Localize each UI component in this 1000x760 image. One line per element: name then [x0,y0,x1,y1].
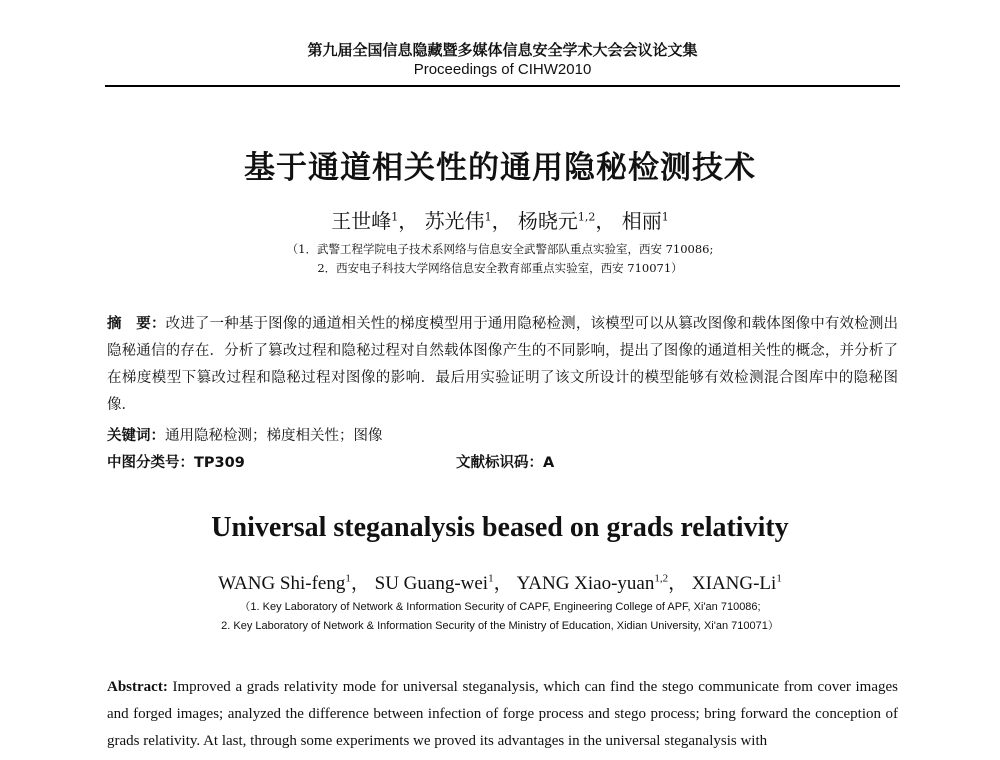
affiliations-cn [0,240,1000,278]
abstract-label-cn: 摘 要： [107,316,166,332]
author-affil-mark: 1 [661,210,669,224]
abstract-text-en: Improved a grads relativity mode for universal steganalysis, which can find the stego communicate from cover images and forged images; analyzed the difference between infection of forge process and stego process; bring forward the conception of grads relativity. At last, through some experiments we proved its advantages in the universal steganalysis with [107,679,898,749]
author-list-en [0,568,1000,595]
doc-value: A [543,455,555,471]
author-en: SU Guang-wei$^1$， [374,572,513,594]
abstract-cn [107,311,898,419]
author-affil-mark: 1 [488,572,494,585]
author-list-cn [0,205,1000,234]
abstract-text-cn: 改进了一种基于图像的通道相关性的梯度模型用于通用隐秘检测，该模型可以从篡改图像和载体图像中有效检测出隐秘通信的存在．分析了篡改过程和隐秘过程对自然载体图像产生的不同影响，提出了图像的通道相关性的概念，并分析了在梯度模型下篡改过程和隐秘过程对图像的影响．最后用实验证明了该文所设计的模型能够有效检测混合图库中的隐秘图像． [107,316,899,413]
author-cn: 杨晓元$^{1,2}$， [517,209,616,233]
author-affil-mark: 1 [391,210,399,224]
author-affil-mark: 1,2 [654,572,669,585]
author-en: WANG Shi-feng$^1$， [218,572,370,594]
class-number [107,455,245,471]
affiliation-line: （1. Key Laboratory of Network & Information Security of CAPF, Engineering College of APF, Xi'an 710086; [239,601,761,613]
doc-label: 文献标识码： [456,455,543,471]
affiliations-en [0,598,1000,636]
keywords-label-cn: 关键词： [107,428,165,444]
author-en: XIANG-Li$^1$ [691,572,782,594]
classification-row [107,451,898,472]
affiliation-line: 2. Key Laboratory of Network & Information Security of the Ministry of Education, Xidian University, Xi'an 710071） [221,620,779,632]
author-affil-mark: 1 [484,210,492,224]
author-affil-mark: 1,2 [577,210,596,224]
class-value: TP309 [194,455,245,471]
author-cn: 苏光伟$^1$， [424,209,512,233]
document-code [456,451,554,472]
keywords-text-cn: 通用隐秘检测；梯度相关性；图像 [165,428,383,444]
author-cn: 王世峰$^1$， [331,209,419,233]
paper-title-en: Universal steganalysis beased on grads relativity [211,512,789,543]
conference-title-cn: 第九届全国信息隐藏暨多媒体信息安全学术大会会议论文集 [307,41,698,59]
running-header [105,40,900,87]
affiliation-line: （1．武警工程学院电子技术系网络与信息安全武警部队重点实验室，西安 710086; [286,242,714,256]
author-cn: 相丽$^1$ [621,209,669,233]
author-affil-mark: 1 [345,572,351,585]
author-en: YANG Xiao-yuan$^{1,2}$， [516,572,688,594]
author-affil-mark: 1 [776,572,782,585]
abstract-en [107,674,898,755]
paper-title-cn: 基于通道相关性的通用隐秘检测技术 [244,150,756,186]
abstract-label-en: Abstract: [107,679,168,695]
proceedings-title-en: Proceedings of CIHW2010 [413,61,592,78]
keywords-cn [107,424,383,445]
class-label: 中图分类号： [107,455,194,471]
affiliation-line: 2．西安电子科技大学网络信息安全教育部重点实验室，西安 710071） [317,261,683,275]
